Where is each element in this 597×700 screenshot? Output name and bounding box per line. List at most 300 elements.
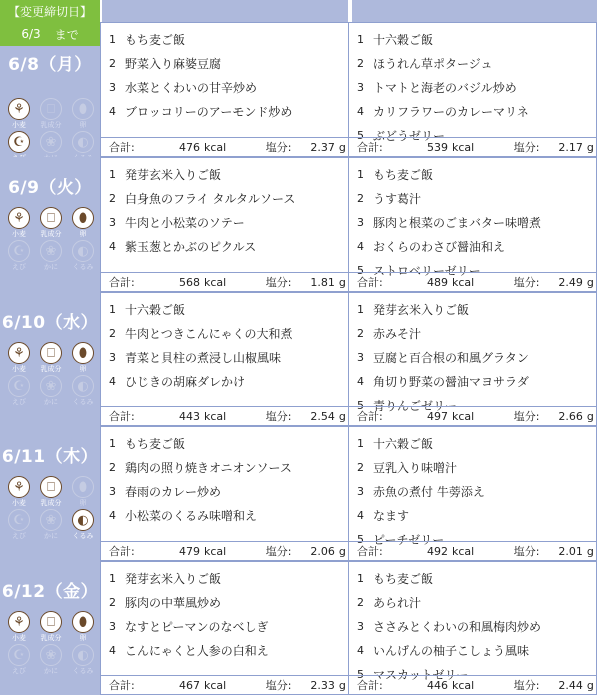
dish-number: 2 bbox=[357, 56, 364, 70]
allergen-item bbox=[67, 375, 99, 407]
crab-icon: ❀ bbox=[40, 240, 62, 262]
dish-number: 1 bbox=[109, 302, 116, 316]
dish-name: うす葛汁 bbox=[373, 191, 422, 206]
dish-name: 紫玉葱とかぶのピクルス bbox=[125, 239, 257, 254]
dish-number: 3 bbox=[357, 619, 364, 633]
dish-name: 白身魚のフライ タルタルソース bbox=[125, 191, 296, 206]
nutrition-total bbox=[349, 137, 596, 157]
dish-number: 1 bbox=[109, 32, 116, 46]
kcal-value: 479 bbox=[178, 544, 200, 558]
wheat-icon: ⚘ bbox=[8, 98, 30, 120]
dish-name: 発芽玄米入りご飯 bbox=[125, 571, 222, 586]
dish-name: なます bbox=[373, 508, 410, 523]
salt-label: 塩分: bbox=[513, 545, 540, 558]
total-label: 合計: bbox=[357, 679, 383, 692]
dish-item bbox=[109, 234, 348, 258]
deadline-date: 6/3 bbox=[21, 27, 41, 41]
dish-number: 5 bbox=[357, 532, 364, 546]
allergen-label: くるみ bbox=[72, 667, 94, 675]
dish-number: 1 bbox=[357, 436, 364, 450]
dish-item bbox=[357, 51, 596, 75]
shrimp-icon: ☪ bbox=[8, 240, 30, 262]
dish-item bbox=[109, 321, 348, 345]
kcal-unit: kcal bbox=[451, 678, 475, 692]
nutrition-total bbox=[101, 272, 348, 292]
allergen-label: 小麦 bbox=[12, 499, 26, 507]
allergen-label: 卵 bbox=[79, 230, 87, 238]
dish-list bbox=[101, 23, 348, 123]
gram-unit: g bbox=[586, 409, 594, 423]
dish-number: 5 bbox=[357, 263, 364, 277]
dish-number: 3 bbox=[357, 215, 364, 229]
salt-label: 塩分: bbox=[265, 276, 292, 289]
dish-name: ストロベリーゼリー bbox=[373, 263, 481, 278]
dish-name: 野菜入り麻婆豆腐 bbox=[125, 56, 222, 71]
dish-number: 4 bbox=[109, 374, 116, 388]
crab-icon: ❀ bbox=[40, 375, 62, 397]
dish-number: 2 bbox=[357, 191, 364, 205]
day-row bbox=[0, 292, 597, 426]
day-row bbox=[0, 157, 597, 292]
kcal-value: 497 bbox=[426, 409, 448, 423]
dish-name: ささみとくわいの和風梅肉炒め bbox=[373, 619, 542, 634]
wheat-icon: ⚘ bbox=[8, 342, 30, 364]
salt-label: 塩分: bbox=[513, 410, 540, 423]
dish-item bbox=[109, 479, 348, 503]
allergen-item bbox=[35, 476, 67, 508]
dish-item bbox=[109, 431, 348, 455]
allergen-item bbox=[3, 611, 35, 643]
egg-icon: ⬮ bbox=[72, 98, 94, 120]
deadline-suffix: まで bbox=[54, 27, 79, 42]
salt-value: 2.54 bbox=[310, 409, 335, 423]
dish-name: いんげんの柚子こしょう風味 bbox=[373, 643, 530, 658]
salt-label: 塩分: bbox=[265, 545, 292, 558]
dish-name: もち麦ご飯 bbox=[373, 167, 434, 182]
allergen-grid bbox=[3, 342, 99, 407]
egg-icon: ⬮ bbox=[72, 611, 94, 633]
walnut-icon: ◐ bbox=[72, 644, 94, 666]
kcal-value: 446 bbox=[426, 678, 448, 692]
gram-unit: g bbox=[338, 544, 346, 558]
nutrition-total bbox=[349, 541, 596, 561]
egg-icon: ⬮ bbox=[72, 342, 94, 364]
dish-item bbox=[109, 369, 348, 393]
total-label: 合計: bbox=[357, 276, 383, 289]
dish-item bbox=[109, 297, 348, 321]
allergen-label: 卵 bbox=[79, 121, 87, 129]
salt-value: 2.01 bbox=[558, 544, 583, 558]
allergen-item bbox=[35, 342, 67, 374]
dish-item bbox=[109, 590, 348, 614]
wheat-icon: ⚘ bbox=[8, 476, 30, 498]
crab-icon: ❀ bbox=[40, 131, 62, 153]
dish-name: 青りんごゼリー bbox=[373, 398, 458, 413]
dish-item bbox=[357, 321, 596, 345]
dish-number: 2 bbox=[109, 326, 116, 340]
dish-item bbox=[109, 638, 348, 662]
dish-item bbox=[109, 51, 348, 75]
milk-icon: ⎕ bbox=[40, 98, 62, 120]
dish-name: 豚肉の中華風炒め bbox=[125, 595, 222, 610]
dish-number: 4 bbox=[357, 374, 364, 388]
salt-value: 2.66 bbox=[558, 409, 583, 423]
milk-icon: ⎕ bbox=[40, 342, 62, 364]
dish-item bbox=[357, 431, 596, 455]
day-cell bbox=[0, 157, 100, 292]
shrimp-icon: ☪ bbox=[8, 644, 30, 666]
dish-item bbox=[357, 638, 596, 662]
salt-value: 2.17 bbox=[558, 140, 583, 154]
salt-label: 塩分: bbox=[513, 276, 540, 289]
meal-a bbox=[100, 22, 348, 157]
dish-number: 4 bbox=[109, 239, 116, 253]
allergen-item bbox=[35, 611, 67, 643]
meal-b bbox=[348, 22, 597, 157]
dish-number: 5 bbox=[357, 128, 364, 142]
dish-number: 5 bbox=[357, 667, 364, 681]
kcal-unit: kcal bbox=[203, 544, 227, 558]
salt-value: 2.33 bbox=[310, 678, 335, 692]
allergen-item bbox=[67, 644, 99, 676]
nutrition-total bbox=[101, 137, 348, 157]
allergen-label: かに bbox=[44, 398, 58, 406]
allergen-item bbox=[67, 98, 99, 130]
allergen-item bbox=[3, 240, 35, 272]
dish-name: 牛肉とつきこんにゃくの大和煮 bbox=[125, 326, 293, 341]
allergen-item bbox=[67, 342, 99, 374]
day-cell bbox=[0, 426, 100, 561]
allergen-label: 乳成分 bbox=[40, 634, 62, 642]
dish-item bbox=[357, 186, 596, 210]
wheat-icon: ⚘ bbox=[8, 611, 30, 633]
dish-number: 1 bbox=[109, 167, 116, 181]
allergen-item bbox=[67, 611, 99, 643]
dish-item bbox=[357, 75, 596, 99]
dish-name: ピーチゼリー bbox=[373, 532, 445, 547]
dish-list bbox=[101, 158, 348, 258]
dish-name: 豆腐と百合根の和風グラタン bbox=[373, 350, 529, 365]
day-date: 6/9（火） bbox=[8, 178, 92, 198]
dish-name: もち麦ご飯 bbox=[373, 571, 434, 586]
header-row bbox=[0, 0, 597, 22]
dish-name: カリフラワーのカレーマリネ bbox=[373, 104, 529, 119]
dish-item bbox=[109, 75, 348, 99]
dish-name: 赤みそ汁 bbox=[373, 326, 422, 341]
egg-icon: ⬮ bbox=[72, 207, 94, 229]
allergen-label: 小麦 bbox=[12, 121, 26, 129]
kcal-unit: kcal bbox=[203, 140, 227, 154]
total-label: 合計: bbox=[357, 545, 383, 558]
dish-name: 十六穀ご飯 bbox=[373, 32, 434, 47]
milk-icon: ⎕ bbox=[40, 476, 62, 498]
dish-name: もち麦ご飯 bbox=[125, 436, 186, 451]
allergen-label: えび bbox=[12, 263, 26, 271]
dish-item bbox=[109, 503, 348, 527]
dish-item bbox=[357, 455, 596, 479]
dish-item bbox=[357, 234, 596, 258]
allergen-item bbox=[3, 342, 35, 374]
gram-unit: g bbox=[338, 678, 346, 692]
dish-name: 十六穀ご飯 bbox=[125, 302, 186, 317]
dish-name: 豚肉と根菜のごまバター味噌煮 bbox=[373, 215, 542, 230]
allergen-label: 卵 bbox=[79, 634, 87, 642]
dish-item bbox=[109, 614, 348, 638]
crab-icon: ❀ bbox=[40, 509, 62, 531]
shrimp-icon: ☪ bbox=[8, 375, 30, 397]
day-cell bbox=[0, 292, 100, 426]
allergen-label: えび bbox=[12, 532, 26, 540]
dish-name: 青菜と貝柱の煮浸し山椒風味 bbox=[125, 350, 282, 365]
allergen-grid bbox=[3, 98, 99, 163]
dish-number: 4 bbox=[109, 508, 116, 522]
kcal-unit: kcal bbox=[451, 544, 475, 558]
allergen-label: 小麦 bbox=[12, 634, 26, 642]
milk-icon: ⎕ bbox=[40, 611, 62, 633]
kcal-unit: kcal bbox=[451, 409, 475, 423]
allergen-item bbox=[3, 98, 35, 130]
dish-item bbox=[357, 210, 596, 234]
salt-label: 塩分: bbox=[265, 141, 292, 154]
salt-label: 塩分: bbox=[513, 141, 540, 154]
walnut-icon: ◐ bbox=[72, 509, 94, 531]
dish-number: 4 bbox=[357, 643, 364, 657]
total-label: 合計: bbox=[357, 410, 383, 423]
dish-name: もち麦ご飯 bbox=[125, 32, 186, 47]
day-date: 6/8（月） bbox=[8, 55, 92, 75]
dish-number: 4 bbox=[357, 239, 364, 253]
dish-item bbox=[357, 614, 596, 638]
gram-unit: g bbox=[338, 140, 346, 154]
dish-number: 1 bbox=[357, 302, 364, 316]
dish-list bbox=[101, 427, 348, 527]
nutrition-total bbox=[349, 675, 596, 695]
allergen-label: えび bbox=[12, 398, 26, 406]
meal-b bbox=[348, 292, 597, 426]
allergen-label: えび bbox=[12, 667, 26, 675]
dish-name: 水菜とくわいの甘辛炒め bbox=[125, 80, 258, 95]
dish-list bbox=[349, 427, 596, 551]
dish-name: 発芽玄米入りご飯 bbox=[125, 167, 222, 182]
dish-name: 発芽玄米入りご飯 bbox=[373, 302, 470, 317]
salt-label: 塩分: bbox=[265, 679, 292, 692]
salt-value: 2.37 bbox=[310, 140, 335, 154]
dish-number: 4 bbox=[357, 508, 364, 522]
allergen-item bbox=[35, 644, 67, 676]
dish-list bbox=[101, 293, 348, 393]
allergen-item bbox=[35, 240, 67, 272]
day-date: 6/10（水） bbox=[1, 313, 99, 333]
dish-item bbox=[109, 345, 348, 369]
total-label: 合計: bbox=[109, 276, 135, 289]
dish-number: 2 bbox=[109, 595, 116, 609]
meal-b bbox=[348, 561, 597, 695]
allergen-label: くるみ bbox=[72, 398, 94, 406]
dish-item bbox=[357, 479, 596, 503]
dish-name: 赤魚の煮付 牛蒡添え bbox=[373, 484, 485, 499]
shrimp-icon: ☪ bbox=[8, 509, 30, 531]
kcal-value: 443 bbox=[178, 409, 200, 423]
dish-list bbox=[349, 158, 596, 282]
dish-number: 1 bbox=[109, 571, 116, 585]
dish-item bbox=[109, 566, 348, 590]
kcal-value: 476 bbox=[178, 140, 200, 154]
salt-value: 1.81 bbox=[310, 275, 335, 289]
dish-name: 小松菜のくるみ味噌和え bbox=[125, 508, 258, 523]
kcal-value: 568 bbox=[178, 275, 200, 289]
dish-number: 1 bbox=[357, 167, 364, 181]
dish-number: 2 bbox=[109, 460, 116, 474]
gram-unit: g bbox=[586, 678, 594, 692]
dish-item bbox=[357, 590, 596, 614]
dish-item bbox=[109, 99, 348, 123]
allergen-label: 卵 bbox=[79, 365, 87, 373]
dish-item bbox=[357, 297, 596, 321]
dish-item bbox=[109, 162, 348, 186]
day-cell bbox=[0, 561, 100, 695]
allergen-item bbox=[67, 207, 99, 239]
day-row bbox=[0, 22, 597, 157]
dish-item bbox=[357, 369, 596, 393]
gram-unit: g bbox=[338, 275, 346, 289]
dish-name: あられ汁 bbox=[373, 595, 422, 610]
gram-unit: g bbox=[586, 544, 594, 558]
dish-number: 1 bbox=[357, 32, 364, 46]
dish-name: 春雨のカレー炒め bbox=[125, 484, 222, 499]
kcal-value: 539 bbox=[426, 140, 448, 154]
allergen-label: かに bbox=[44, 263, 58, 271]
dish-item bbox=[109, 210, 348, 234]
meal-column-header-1 bbox=[102, 0, 348, 22]
dish-name: 牛肉と小松菜のソテー bbox=[125, 215, 245, 230]
allergen-label: 乳成分 bbox=[40, 121, 62, 129]
day-row bbox=[0, 426, 597, 561]
dish-number: 2 bbox=[357, 595, 364, 609]
dish-list bbox=[349, 562, 596, 686]
allergen-item bbox=[35, 98, 67, 130]
dish-name: 鶏肉の照り焼きオニオンソース bbox=[125, 460, 292, 475]
allergen-label: 乳成分 bbox=[40, 230, 62, 238]
meal-a bbox=[100, 157, 348, 292]
crab-icon: ❀ bbox=[40, 644, 62, 666]
allergen-grid bbox=[3, 611, 99, 676]
allergen-item bbox=[3, 375, 35, 407]
dish-number: 2 bbox=[109, 191, 116, 205]
dish-item bbox=[357, 99, 596, 123]
allergen-item bbox=[67, 240, 99, 272]
allergen-item bbox=[3, 644, 35, 676]
total-label: 合計: bbox=[109, 410, 135, 423]
kcal-unit: kcal bbox=[451, 140, 475, 154]
nutrition-total bbox=[101, 541, 348, 561]
allergen-item bbox=[35, 207, 67, 239]
dish-name: なすとピーマンのなべしぎ bbox=[125, 619, 269, 634]
total-label: 合計: bbox=[357, 141, 383, 154]
kcal-unit: kcal bbox=[203, 275, 227, 289]
day-date: 6/12（金） bbox=[1, 582, 99, 602]
kcal-value: 489 bbox=[426, 275, 448, 289]
dish-name: 豆乳入り味噌汁 bbox=[373, 460, 458, 475]
kcal-unit: kcal bbox=[203, 678, 227, 692]
dish-number: 2 bbox=[357, 460, 364, 474]
dish-list bbox=[349, 23, 596, 147]
milk-icon: ⎕ bbox=[40, 207, 62, 229]
dish-number: 3 bbox=[357, 484, 364, 498]
dish-number: 1 bbox=[109, 436, 116, 450]
allergen-item bbox=[67, 509, 99, 541]
dish-number: 5 bbox=[357, 398, 364, 412]
dish-item bbox=[109, 186, 348, 210]
nutrition-total bbox=[101, 675, 348, 695]
dish-name: トマトと海老のバジル炒め bbox=[373, 80, 517, 95]
allergen-label: くるみ bbox=[72, 532, 94, 540]
allergen-item bbox=[3, 509, 35, 541]
salt-label: 塩分: bbox=[265, 410, 292, 423]
dish-item bbox=[357, 503, 596, 527]
meal-a bbox=[100, 561, 348, 695]
walnut-icon: ◐ bbox=[72, 131, 94, 153]
dish-name: こんにゃくと人参の白和え bbox=[125, 643, 269, 658]
dish-number: 2 bbox=[357, 326, 364, 340]
dish-item bbox=[109, 455, 348, 479]
shrimp-icon: ☪ bbox=[8, 131, 30, 153]
nutrition-total bbox=[349, 272, 596, 292]
dish-item bbox=[357, 162, 596, 186]
walnut-icon: ◐ bbox=[72, 240, 94, 262]
walnut-icon: ◐ bbox=[72, 375, 94, 397]
dish-name: ぶどうゼリー bbox=[373, 128, 446, 143]
allergen-item bbox=[35, 509, 67, 541]
dish-number: 3 bbox=[109, 215, 116, 229]
dish-item bbox=[357, 566, 596, 590]
dish-list bbox=[349, 293, 596, 417]
kcal-value: 492 bbox=[426, 544, 448, 558]
day-date: 6/11（木） bbox=[1, 447, 99, 467]
gram-unit: g bbox=[338, 409, 346, 423]
dish-name: ひじきの胡麻ダレかけ bbox=[125, 374, 246, 389]
allergen-label: くるみ bbox=[72, 263, 94, 271]
dish-number: 3 bbox=[109, 619, 116, 633]
dish-list bbox=[101, 562, 348, 662]
kcal-unit: kcal bbox=[451, 275, 475, 289]
allergen-item bbox=[35, 375, 67, 407]
allergen-item bbox=[67, 476, 99, 508]
meal-a bbox=[100, 292, 348, 426]
dish-number: 3 bbox=[109, 484, 116, 498]
dish-name: ブロッコリーのアーモンド炒め bbox=[125, 104, 293, 119]
day-row bbox=[0, 561, 597, 695]
salt-value: 2.49 bbox=[558, 275, 583, 289]
gram-unit: g bbox=[586, 275, 594, 289]
dish-number: 4 bbox=[357, 104, 364, 118]
dish-number: 2 bbox=[109, 56, 116, 70]
allergen-item bbox=[3, 476, 35, 508]
allergen-label: 乳成分 bbox=[40, 499, 62, 507]
dish-number: 1 bbox=[357, 571, 364, 585]
total-label: 合計: bbox=[109, 679, 135, 692]
dish-number: 3 bbox=[109, 80, 116, 94]
allergen-label: 小麦 bbox=[12, 365, 26, 373]
salt-label: 塩分: bbox=[513, 679, 540, 692]
egg-icon: ⬮ bbox=[72, 476, 94, 498]
total-label: 合計: bbox=[109, 545, 135, 558]
meal-b bbox=[348, 157, 597, 292]
allergen-grid bbox=[3, 207, 99, 272]
dish-number: 3 bbox=[357, 80, 364, 94]
day-cell bbox=[0, 46, 100, 157]
wheat-icon: ⚘ bbox=[8, 207, 30, 229]
dish-item bbox=[357, 345, 596, 369]
